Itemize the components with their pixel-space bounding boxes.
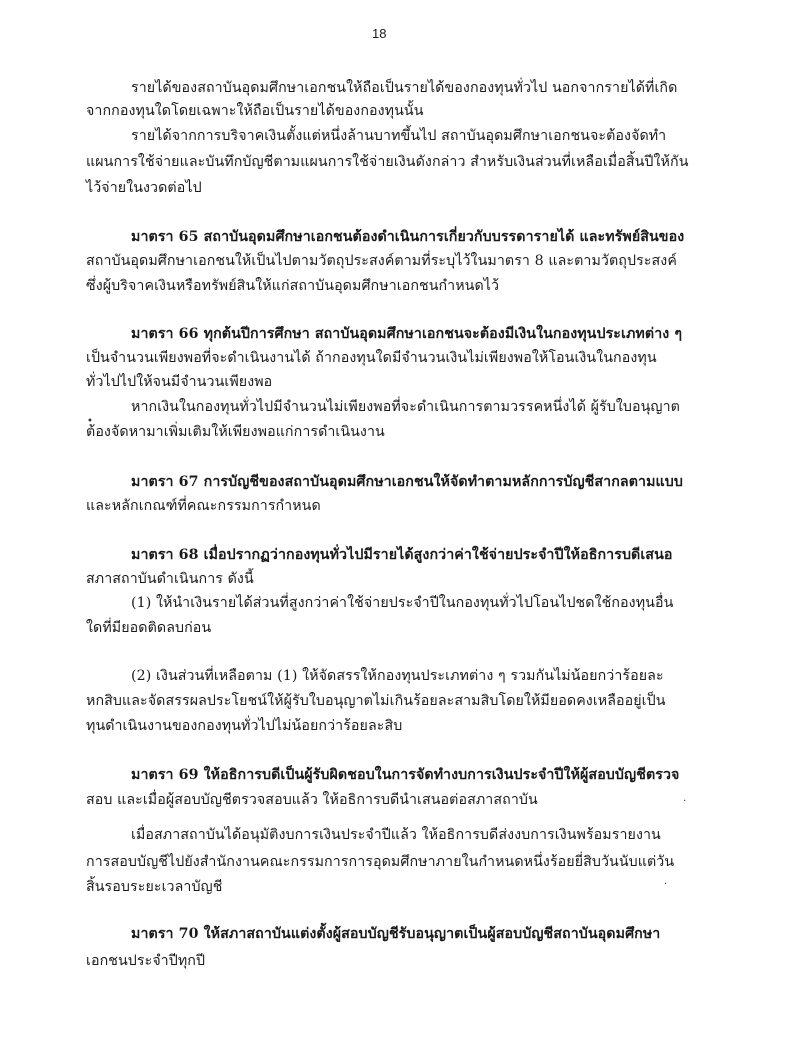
paragraph-line: ไว้จ่ายในงวดต่อไป	[86, 180, 202, 196]
paragraph-line: (1) ให้นำเงินรายได้ส่วนที่สูงกว่าค่าใช้จ่ายประจำปีในกองทุนทั่วไปโอนไปชดใช้กองทุนอื่น	[131, 595, 674, 611]
paragraph-line: ต้องจัดหามาเพิ่มเติมให้เพียงพอแก่การดำเนินงาน	[86, 424, 385, 440]
paragraph-line: แผนการใช้จ่ายและบันทึกบัญชีตามแผนการใช้จ่ายเงินดังกล่าว สำหรับเงินส่วนที่เหลือเมื่อสิ้นปีให้กัน	[86, 154, 689, 170]
paragraph-line: เมื่อสภาสถาบันได้อนุมัติงบการเงินประจำปีแล้ว ให้อธิการบดีส่งงบการเงินพร้อมรายงาน	[131, 827, 661, 843]
paragraph-line: สอบ และเมื่อผู้สอบบัญชีตรวจสอบแล้ว ให้อธิการบดีนำเสนอต่อสภาสถาบัน	[86, 792, 538, 808]
paragraph-line: ใดที่มียอดติดลบก่อน	[86, 620, 212, 636]
section-65-line: มาตรา 65 สถาบันอุดมศึกษาเอกชนต้องดำเนินการเกี่ยวกับบรรดารายได้ และทรัพย์สินของ	[131, 229, 685, 245]
paragraph-line: สภาสถาบันดำเนินการ ดังนี้	[86, 571, 254, 587]
paragraph-line: การสอบบัญชีไปยังสำนักงานคณะกรรมการการอุดมศึกษาภายในกำหนดหนึ่งร้อยยี่สิบวันนับแต่วัน	[86, 854, 675, 870]
section-67-line: มาตรา 67 การบัญชีของสถาบันอุดมศึกษาเอกชนให้จัดทำตามหลักการบัญชีสากลตามแบบ	[131, 474, 683, 490]
paragraph-line: ทุนดำเนินงานของกองทุนทั่วไปไม่น้อยกว่าร้อยละสิบ	[86, 718, 403, 734]
paragraph-line: สิ้นรอบระยะเวลาบัญชี	[86, 879, 223, 895]
section-66-line: มาตรา 66 ทุกต้นปีการศึกษา สถาบันอุดมศึกษาเอกชนจะต้องมีเงินในกองทุนประเภทต่าง ๆ	[131, 326, 683, 342]
paragraph-line: หากเงินในกองทุนทั่วไปมีจำนวนไม่เพียงพอที่จะดำเนินการตามวรรคหนึ่งได้ ผู้รับใบอนุญาต	[131, 399, 680, 415]
section-70-line: มาตรา 70 ให้สภาสถาบันแต่งตั้งผู้สอบบัญชีรับอนุญาตเป็นผู้สอบบัญชีสถาบันอุดมศึกษา	[131, 926, 661, 942]
paragraph-line: ซึ่งผู้บริจาคเงินหรือทรัพย์สินให้แก่สถาบันอุดมศึกษาเอกชนกำหนดไว้	[86, 278, 500, 294]
paragraph-line: เป็นจำนวนเพียงพอที่จะดำเนินงานได้ ถ้ากองทุนใดมีจำนวนเงินไม่เพียงพอให้โอนเงินในกองทุน	[86, 350, 657, 366]
page-number: 18	[372, 26, 387, 41]
paragraph-line: และหลักเกณฑ์ที่คณะกรรมการกำหนด	[86, 498, 321, 514]
paragraph-line: รายได้ของสถาบันอุดมศึกษาเอกชนให้ถือเป็นรายได้ของกองทุนทั่วไป นอกจากรายได้ที่เกิด	[131, 80, 678, 96]
paragraph-line: รายได้จากการบริจาคเงินตั้งแต่หนึ่งล้านบาทขึ้นไป สถาบันอุดมศึกษาเอกชนจะต้องจัดทำ	[131, 128, 667, 144]
paragraph-line: จากกองทุนใดโดยเฉพาะให้ถือเป็นรายได้ของกองทุนนั้น	[86, 103, 424, 119]
paragraph-line: เอกชนประจำปีทุกปี	[86, 953, 206, 969]
section-68-line: มาตรา 68 เมื่อปรากฏว่ากองทุนทั่วไปมีรายได้สูงกว่าค่าใช้จ่ายประจำปีให้อธิการบดีเสนอ	[131, 547, 673, 563]
paragraph-line: สถาบันอุดมศึกษาเอกชนให้เป็นไปตามวัตถุประสงค์ตามที่ระบุไว้ในมาตรา 8 และตามวัตถุประสงค์	[86, 253, 677, 269]
paragraph-line: ทั่วไปไปให้จนมีจำนวนเพียงพอ	[86, 374, 273, 390]
section-69-line: มาตรา 69 ให้อธิการบดีเป็นผู้รับผิดชอบในการจัดทำงบการเงินประจำปีให้ผู้สอบบัญชีตรวจ	[131, 767, 680, 783]
scan-speck: ·	[683, 796, 687, 807]
scan-speck: •	[87, 416, 93, 427]
paragraph-line: (2) เงินส่วนที่เหลือตาม (1) ให้จัดสรรให้กองทุนประเภทต่าง ๆ รวมกันไม่น้อยกว่าร้อยละ	[131, 668, 664, 684]
scan-speck: ·	[664, 879, 668, 890]
paragraph-line: หกสิบและจัดสรรผลประโยชน์ให้ผู้รับใบอนุญาตไม่เกินร้อยละสามสิบโดยให้มียอดคงเหลืออยู่เป็น	[86, 693, 666, 709]
